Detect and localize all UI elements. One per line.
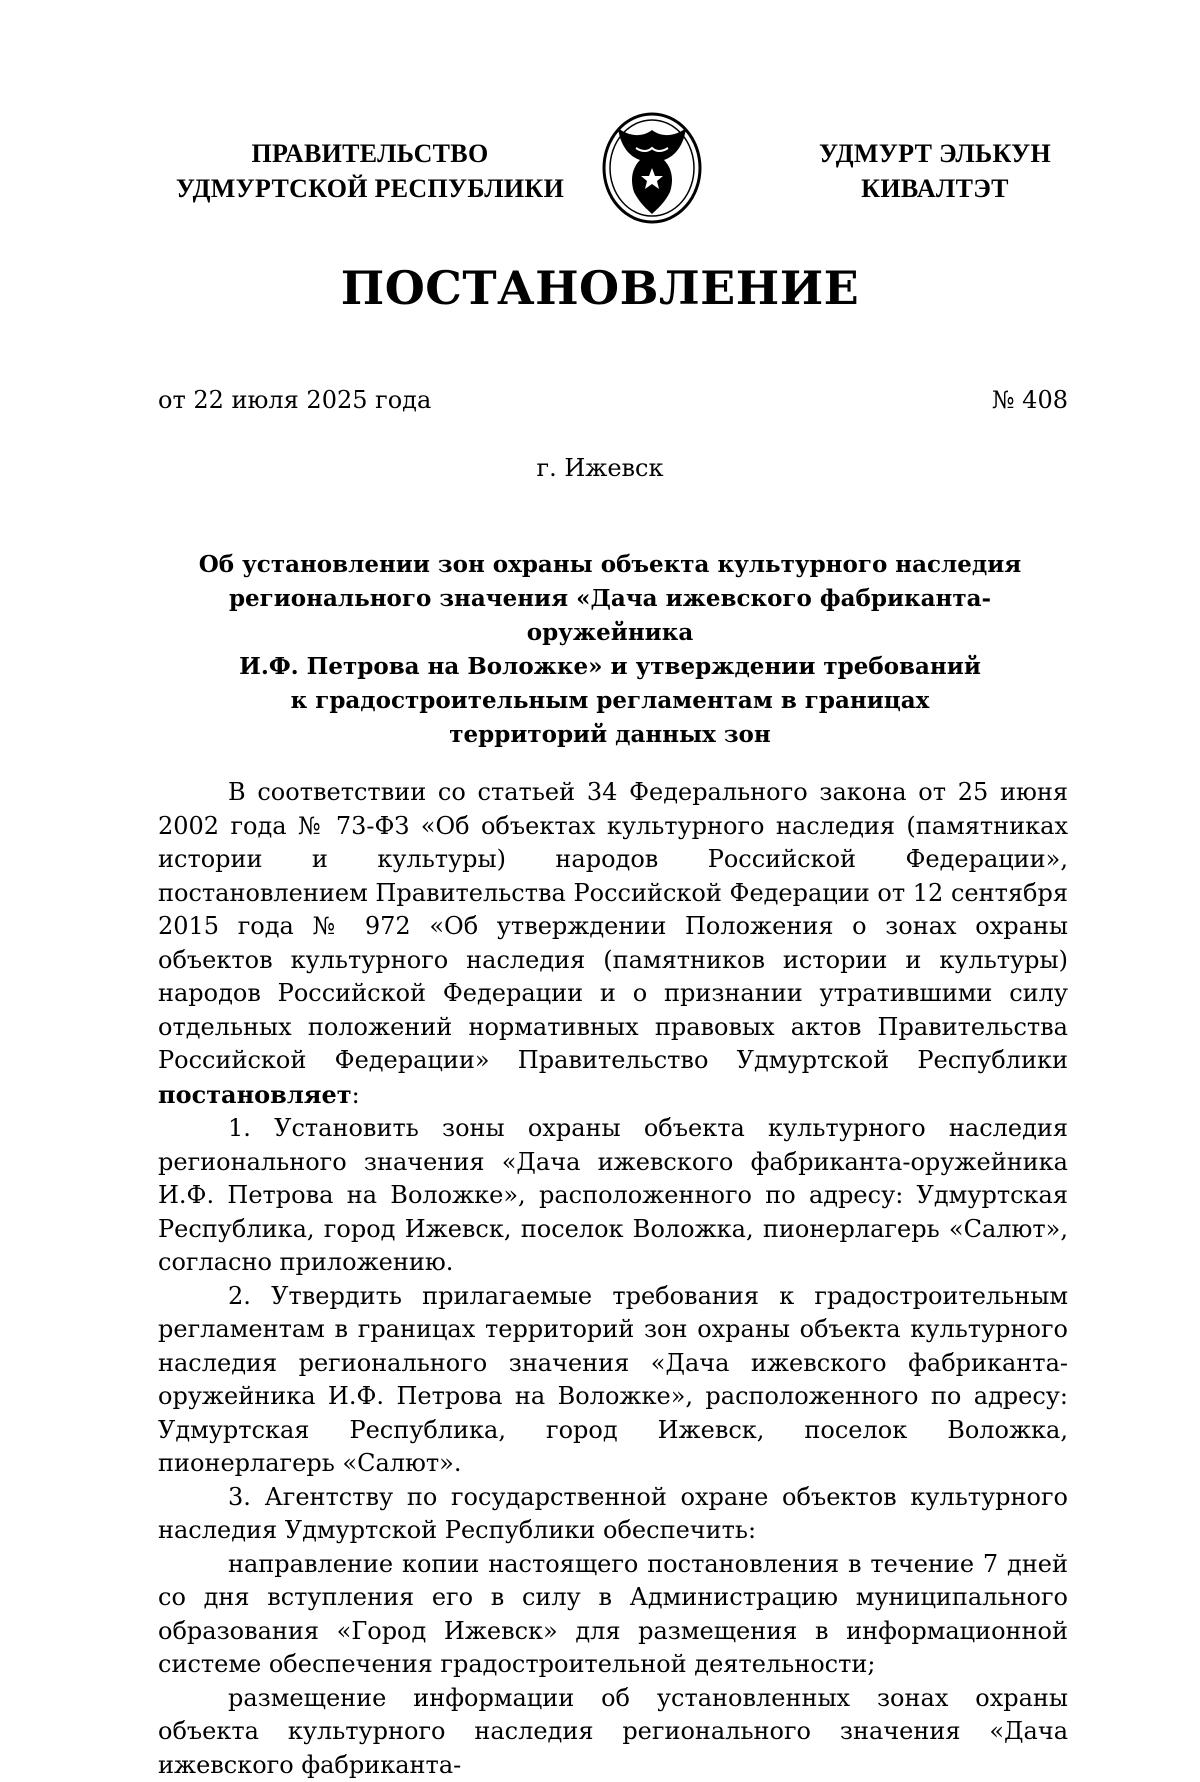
- header-right-line-2: КИВАЛТЭТ: [790, 171, 1080, 206]
- intro-text: В соответствии со статьей 34 Федерального закона от 25 июня 2002 года № 73-ФЗ «Об объектах культурного наследия (памятниках истории и культуры) народов Российской Федерации», постановлением Правительства Российской Федерации от 12 сентября 2015 года № 972 «Об утверждении Положения о зонах охраны объектов культурного наследия (памятников истории и культуры) народов Российской Федерации и о признании утратившими силу отдельных положений нормативных правовых актов Правительства Российской Федерации» Правительство Удмуртской Республики: [158, 778, 1068, 1074]
- body-paragraph-2: 2. Утвердить прилагаемые требования к градостроительным регламентам в границах территорий зон охраны объекта культурного наследия регионального значения «Дача ижевского фабриканта-оружейника И.Ф. Петрова на Воложке», расположенного по адресу: Удмуртская Республика, город Ижевск, поселок Воложка, пионерлагерь «Салют».: [158, 1280, 1068, 1481]
- title-line: к градостроительным регламентам в границах: [160, 684, 1060, 718]
- body-paragraph-intro: [158, 776, 1068, 1112]
- document-city: г. Ижевск: [0, 452, 1200, 484]
- title-line: Об установлении зон охраны объекта культурного наследия: [160, 548, 1060, 582]
- header-government-ru: [150, 136, 590, 206]
- title-line: И.Ф. Петрова на Воложке» и утверждении требований: [160, 650, 1060, 684]
- intro-end: :: [352, 1081, 360, 1109]
- coat-of-arms-emblem-icon: [598, 108, 706, 226]
- body-paragraph-1: 1. Установить зоны охраны объекта культурного наследия регионального значения «Дача ижевского фабриканта-оружейника И.Ф. Петрова на Воложке», расположенного по адресу: Удмуртская Республика, город Ижевск, поселок Воложка, пионерлагерь «Салют», согласно приложению.: [158, 1112, 1068, 1280]
- body-paragraph-4: направление копии настоящего постановления в течение 7 дней со дня вступления его в силу в Администрацию муниципального образования «Город Ижевск» для размещения в информационной системе обеспечения градостроительной деятельности;: [158, 1548, 1068, 1682]
- header-right-line-1: УДМУРТ ЭЛЬКУН: [790, 136, 1080, 171]
- header-left-line-1: ПРАВИТЕЛЬСТВО: [150, 136, 590, 171]
- header-government-udm: [790, 136, 1080, 206]
- document-date: от 22 июля 2025 года: [158, 384, 431, 416]
- document-type: ПОСТАНОВЛЕНИЕ: [0, 258, 1200, 318]
- document-title: [160, 548, 1060, 752]
- header-left-line-2: УДМУРТСКОЙ РЕСПУБЛИКИ: [150, 171, 590, 206]
- body-paragraph-3: 3. Агентству по государственной охране объектов культурного наследия Удмуртской Республики обеспечить:: [158, 1481, 1068, 1548]
- title-line: территорий данных зон: [160, 718, 1060, 752]
- intro-bold-verb: постановляет: [158, 1080, 352, 1109]
- title-line: регионального значения «Дача ижевского фабриканта-оружейника: [160, 582, 1060, 650]
- document-number: № 408: [992, 384, 1068, 416]
- body-paragraph-5: размещение информации об установленных зонах охраны объекта культурного наследия регионального значения «Дача ижевского фабриканта-: [158, 1682, 1068, 1782]
- document-body: [158, 776, 1068, 1782]
